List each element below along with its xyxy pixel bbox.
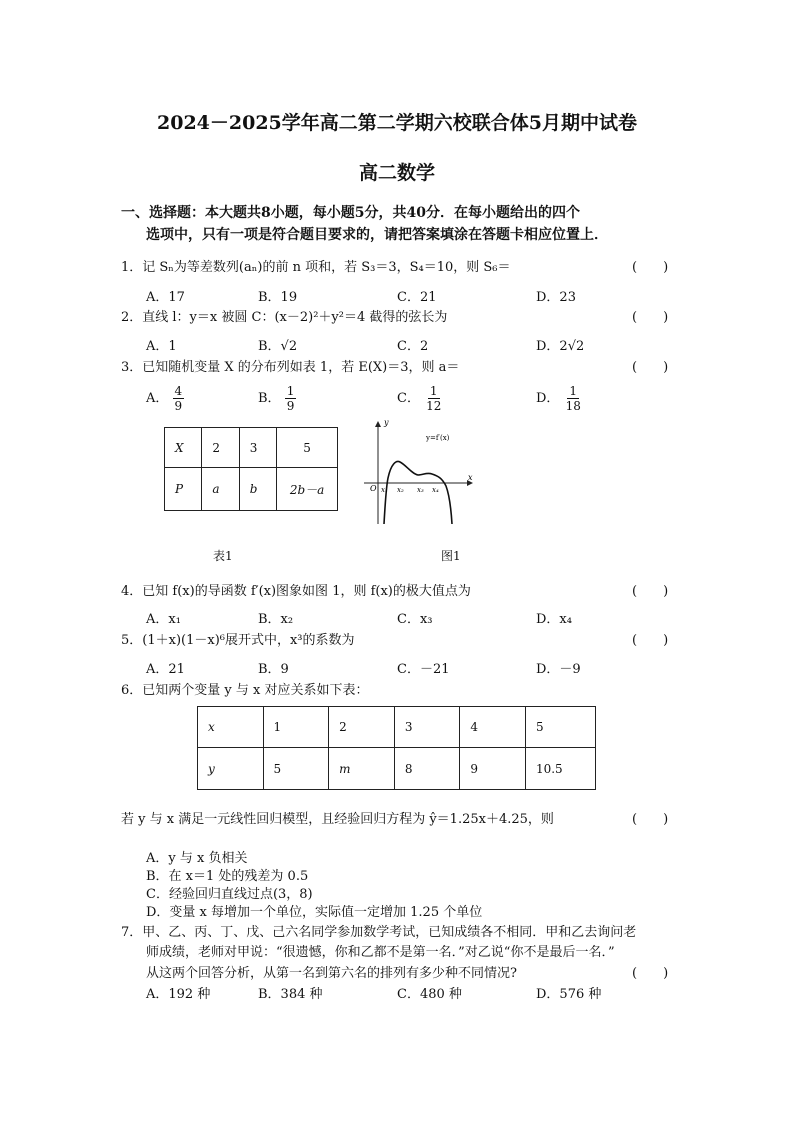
derivative-graph	[360, 416, 480, 528]
q2-option-d: D．2√2	[536, 339, 585, 354]
q3-option-c	[397, 384, 443, 413]
q7-answer-paren: ( )	[632, 966, 669, 981]
table-cell: y	[198, 748, 264, 790]
curve-label: y=f′(x)	[426, 434, 450, 442]
q7-line1: 7．甲、乙、丙、丁、戊、己六名同学参加数学考试，已知成绩各不相同．甲和乙去询问老	[121, 925, 637, 940]
q7-option-a: A．192 种	[146, 987, 211, 1002]
x-axis-label: x	[468, 473, 473, 482]
q3-option-c-fraction	[424, 384, 443, 413]
q6-option-c: C．经验回归直线过点(3，8)	[146, 887, 313, 902]
q1-answer-paren: ( )	[632, 260, 669, 275]
q3-option-d	[536, 384, 583, 413]
fraction-denominator: 12	[426, 399, 442, 413]
q3-option-c-label: C．	[397, 391, 420, 406]
table-cell: X	[165, 428, 202, 468]
q6-option-b: B．在 x＝1 处的残差为 0.5	[146, 869, 309, 884]
table-cell: b	[239, 468, 276, 511]
q1-option-c: C．21	[397, 290, 437, 305]
x1-tick-label: x₁	[381, 486, 388, 494]
table-cell: 10.5	[525, 748, 595, 790]
figure-caption: 图1	[441, 549, 461, 563]
fraction-numerator: 1	[569, 384, 578, 398]
section-header-line2: 选项中，只有一项是符合题目要求的，请把答案填涂在答题卡相应位置上．	[146, 227, 608, 243]
table-cell: 8	[394, 748, 460, 790]
q4-option-b: B．x₂	[258, 612, 294, 627]
q6-option-d: D．变量 x 每增加一个单位，实际值一定增加 1.25 个单位	[146, 905, 483, 920]
table-cell: 5	[277, 428, 338, 468]
table-cell: m	[329, 748, 395, 790]
q5-stem: 5．(1＋x)(1－x)⁶展开式中，x³的系数为	[121, 633, 355, 648]
q4-option-a: A．x₁	[146, 612, 181, 627]
q1-option-b: B．19	[258, 290, 298, 305]
q4-option-c: C．x₃	[397, 612, 433, 627]
q1-stem: 1．记 Sₙ为等差数列(aₙ)的前 n 项和，若 S₃＝3，S₄＝10，则 S₆＝	[121, 260, 511, 275]
q7-line3: 从这两个回答分析，从第一名到第六名的排列有多少种不同情况?	[146, 966, 517, 981]
x2-tick-label: x₂	[397, 486, 404, 494]
table-cell: 2	[329, 707, 395, 748]
q6-option-a: A．y 与 x 负相关	[146, 851, 248, 866]
table-cell: 3	[394, 707, 460, 748]
q2-option-c: C．2	[397, 339, 429, 354]
regression-table	[197, 706, 596, 790]
q3-option-a-label: A．	[146, 391, 169, 406]
q6-stem: 6．已知两个变量 y 与 x 对应关系如下表：	[121, 683, 369, 698]
exam-subject: 高二数学	[358, 162, 435, 184]
q2-option-b: B．√2	[258, 339, 298, 354]
table-cell: 9	[460, 748, 526, 790]
q3-option-b-label: B．	[258, 391, 281, 406]
q3-option-a	[146, 384, 184, 413]
q4-stem: 4．已知 f(x)的导函数 f′(x)图象如图 1，则 f(x)的极大值点为	[121, 584, 471, 599]
q7-option-c: C．480 种	[397, 987, 462, 1002]
table-cell: 5	[263, 748, 329, 790]
q5-option-b: B．9	[258, 662, 289, 677]
q7-line2: 师成绩，老师对甲说：“很遗憾，你和乙都不是第一名．”对乙说“你不是最后一名．”	[146, 945, 615, 960]
y-axis-label: y	[384, 418, 389, 427]
q2-answer-paren: ( )	[632, 310, 669, 325]
section-header-line1: 一、选择题：本大题共8小题，每小题5分，共40分．在每小题给出的四个	[121, 205, 580, 221]
q5-option-a: A．21	[146, 662, 185, 677]
q3-option-b-fraction	[285, 384, 297, 413]
q6-condition: 若 y 与 x 满足一元线性回归模型，且经验回归方程为 ŷ＝1.25x＋4.25，则	[121, 812, 554, 827]
fraction-denominator: 9	[286, 399, 295, 413]
table-caption: 表1	[213, 549, 233, 563]
table-cell: 2	[202, 428, 239, 468]
q1-option-d: D．23	[536, 290, 576, 305]
table-cell: P	[165, 468, 202, 511]
q5-option-c: C．－21	[397, 662, 450, 677]
fraction-numerator: 1	[429, 384, 438, 398]
fraction-denominator: 18	[565, 399, 581, 413]
table-cell: a	[202, 468, 239, 511]
exam-title: 2024－2025学年高二第二学期六校联合体5月期中试卷	[157, 112, 637, 134]
q7-option-d: D．576 种	[536, 987, 602, 1002]
distribution-table	[164, 427, 338, 511]
q7-option-b: B．384 种	[258, 987, 323, 1002]
q3-answer-paren: ( )	[632, 360, 669, 375]
q1-option-a: A．17	[146, 290, 185, 305]
q2-stem: 2．直线 l：y＝x 被圆 C：(x－2)²＋y²＝4 截得的弦长为	[121, 310, 448, 325]
x4-tick-label: x₄	[432, 486, 439, 494]
q4-option-d: D．x₄	[536, 612, 572, 627]
x3-tick-label: x₃	[417, 486, 424, 494]
fraction-denominator: 9	[174, 399, 183, 413]
table-cell: 2b－a	[277, 468, 338, 511]
q3-option-a-fraction	[173, 384, 185, 413]
q3-option-d-fraction	[564, 384, 583, 413]
table-cell: 1	[263, 707, 329, 748]
table-cell: 5	[525, 707, 595, 748]
origin-label: O	[370, 484, 377, 493]
table-cell: 3	[239, 428, 276, 468]
q3-stem: 3．已知随机变量 X 的分布列如表 1，若 E(X)＝3，则 a＝	[121, 360, 460, 375]
q2-option-a: A．1	[146, 339, 177, 354]
q5-option-d: D．－9	[536, 662, 581, 677]
table-cell: 4	[460, 707, 526, 748]
fraction-numerator: 4	[174, 384, 183, 398]
q3-option-b	[258, 384, 296, 413]
q5-answer-paren: ( )	[632, 633, 669, 648]
q6-answer-paren: ( )	[632, 812, 669, 827]
q3-option-d-label: D．	[536, 391, 560, 406]
table-cell: x	[198, 707, 264, 748]
q4-answer-paren: ( )	[632, 584, 669, 599]
fraction-numerator: 1	[286, 384, 295, 398]
